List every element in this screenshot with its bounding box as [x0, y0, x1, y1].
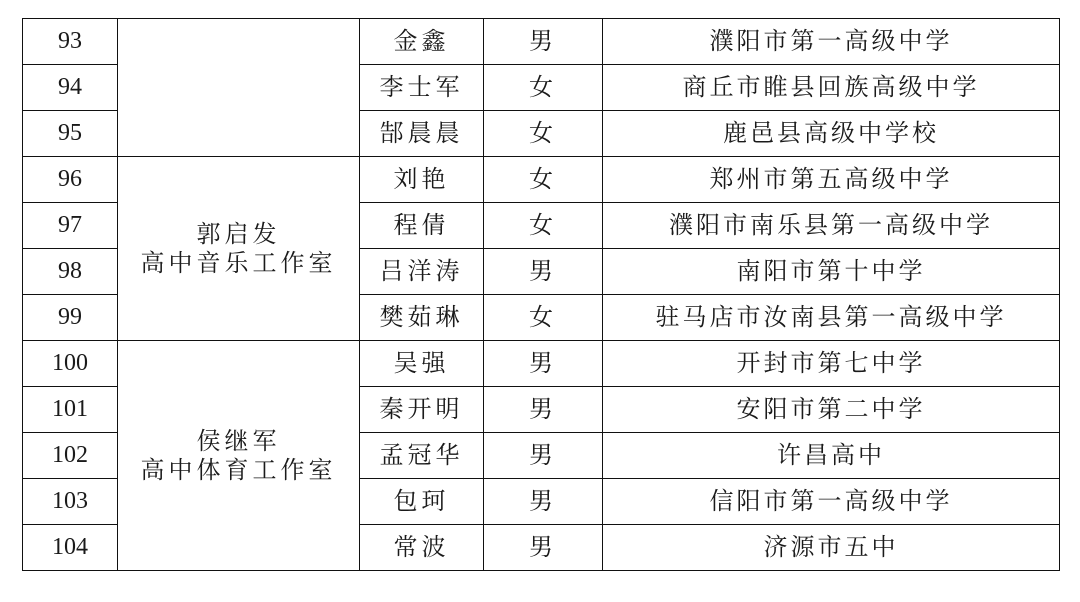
member-name: 常波: [360, 525, 484, 571]
member-gender: 男: [484, 525, 603, 571]
member-name: 包珂: [360, 479, 484, 525]
row-number: 102: [23, 433, 118, 479]
member-name: 秦开明: [360, 387, 484, 433]
member-name: 金鑫: [360, 19, 484, 65]
row-number: 104: [23, 525, 118, 571]
studio-title: 高中音乐工作室: [140, 248, 337, 277]
table-row: [23, 19, 1060, 65]
row-number: 99: [23, 295, 118, 341]
member-gender: 男: [484, 387, 603, 433]
member-school: 郑州市第五高级中学: [603, 157, 1060, 203]
table-row: [23, 157, 1060, 203]
row-number: 98: [23, 249, 118, 295]
row-number: 93: [23, 19, 118, 65]
member-name: 吕洋涛: [360, 249, 484, 295]
member-name: 吴强: [360, 341, 484, 387]
member-gender: 女: [484, 295, 603, 341]
row-number: 94: [23, 65, 118, 111]
member-name: 程倩: [360, 203, 484, 249]
studio-cell: [118, 157, 360, 341]
member-school: 商丘市睢县回族高级中学: [603, 65, 1060, 111]
member-school: 鹿邑县高级中学校: [603, 111, 1060, 157]
member-gender: 男: [484, 433, 603, 479]
member-school: 驻马店市汝南县第一高级中学: [603, 295, 1060, 341]
member-school: 济源市五中: [603, 525, 1060, 571]
studio-cell: [118, 341, 360, 571]
row-number: 97: [23, 203, 118, 249]
member-gender: 女: [484, 157, 603, 203]
member-school: 安阳市第二中学: [603, 387, 1060, 433]
studio-leader: 侯继军: [196, 426, 281, 455]
member-school: 濮阳市第一高级中学: [603, 19, 1060, 65]
member-gender: 女: [484, 65, 603, 111]
row-number: 103: [23, 479, 118, 525]
member-gender: 女: [484, 203, 603, 249]
member-gender: 男: [484, 249, 603, 295]
row-number: 101: [23, 387, 118, 433]
member-school: 南阳市第十中学: [603, 249, 1060, 295]
row-number: 100: [23, 341, 118, 387]
member-name: 李士军: [360, 65, 484, 111]
member-school: 濮阳市南乐县第一高级中学: [603, 203, 1060, 249]
roster-table: [22, 18, 1060, 571]
table-row: [23, 341, 1060, 387]
member-name: 孟冠华: [360, 433, 484, 479]
member-gender: 男: [484, 341, 603, 387]
member-name: 樊茹琳: [360, 295, 484, 341]
studio-cell: [118, 19, 360, 157]
member-school: 许昌高中: [603, 433, 1060, 479]
row-number: 95: [23, 111, 118, 157]
member-gender: 男: [484, 479, 603, 525]
member-school: 开封市第七中学: [603, 341, 1060, 387]
row-number: 96: [23, 157, 118, 203]
member-gender: 女: [484, 111, 603, 157]
member-name: 郜晨晨: [360, 111, 484, 157]
member-gender: 男: [484, 19, 603, 65]
studio-leader: 郭启发: [196, 219, 281, 248]
studio-title: 高中体育工作室: [140, 455, 337, 484]
member-school: 信阳市第一高级中学: [603, 479, 1060, 525]
member-name: 刘艳: [360, 157, 484, 203]
